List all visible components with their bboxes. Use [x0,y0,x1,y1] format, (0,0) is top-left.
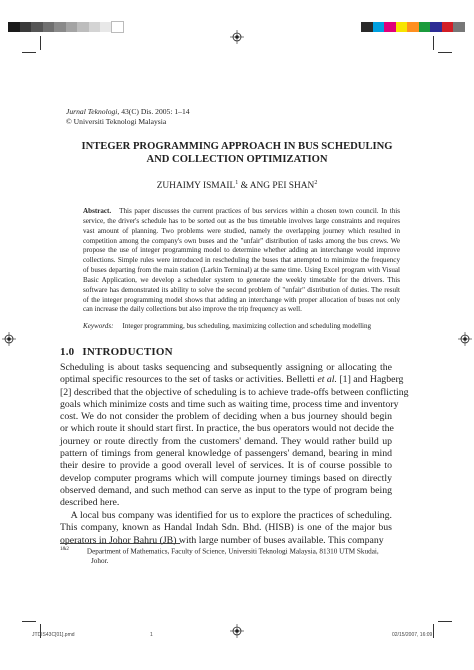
paragraph-line: This company, known as Handal Indah Sdn. Bhd. (HISB) is one of the major bus [60,522,392,534]
article-title [40,140,434,166]
color-swatch [384,22,396,32]
color-swatch [419,22,431,32]
color-swatch [8,22,20,32]
author-2: ANG PEI SHAN [249,181,315,192]
author-separator: & [238,181,250,192]
journal-citation [66,107,190,117]
section-title: INTRODUCTION [82,346,173,358]
journal-issue: , 43(C) Dis. 2005: 1–14 [117,107,190,116]
paragraph-line: cost. We do not consider the problem of deciding when a bus journey should begin [60,411,392,423]
crop-mark-bottom-left [22,621,36,622]
et-al-italic: et al. [317,374,337,386]
abstract-text: This paper discusses the current practices of bus services within a chosen town council. In this service, the driver's schedule has to be sorted out as the bus timetable involves large constraints and requires vast amount of planning. Two problems were studied, namely the overlapping journey which resulted in competition among the company's own buses and the "unfair" distribution of tasks among the bus crews. We propose the use of integer programming model to determine whether adding an interchange would improve collections. Simple rules were introduced in rescheduling the buses that attempted to minimize the frequency of buses departing from the main station (Larkin Terminal) at the same time. Using Excel program with Visual Basic Application, we develop a scheduler system to generate the weekly timetable for the drivers. This software has demonstrated its ability to solve the second problem of "unfair" distribution of duties. The result of the integer programming model shows that adding an interchange with proper allocation of buses not only can increase the daily collections but also improve the trip frequency as well. [83,207,400,314]
journal-name: Jurnal Teknologi [66,107,118,116]
registration-mark-right-icon [458,332,472,346]
footnote-line-1: Department of Mathematics, Faculty of Science, Universiti Teknologi Malaysia, 81310 UTM Skudai, [86,547,379,556]
color-swatch [20,22,32,32]
color-swatch [361,22,373,32]
registration-mark-top-icon [230,30,244,44]
title-line-2: AND COLLECTION OPTIMIZATION [146,154,328,165]
crop-mark-top-right-v [433,36,434,50]
paragraph-line: observed demand, and such method can serve as input to the type of program being [60,484,392,496]
keywords-text: Integer programming, bus scheduling, maximizing collection and scheduling modelling [122,322,372,330]
author-line [40,180,434,191]
paragraph-line: or which route it should start first. In practice, the bus operators would not decide the [60,423,394,435]
paragraph-line: pattern of timings from general knowledge of passengers' demand, bearing in mind [60,448,392,460]
author-1-affiliation: 1 [235,180,239,186]
paragraph-line: Scheduling is about tasks sequencing and subsequently assigning or allocating the [60,362,392,373]
abstract [83,207,400,315]
copyright-line: © Universiti Teknologi Malaysia [66,117,167,126]
footnote-line-2: Johor. [91,557,109,566]
registration-mark-left-icon [2,332,16,346]
color-swatch [430,22,442,32]
keywords [83,322,423,330]
color-swatch [77,22,89,32]
crop-mark-top-left [22,52,36,53]
crop-mark-top-right [438,52,452,53]
crop-mark-top-left-v [40,36,41,50]
slug-filename: JTDIS43C[01].pmd [32,632,75,638]
color-swatch [442,22,454,32]
author-1: ZUHAIMY ISMAIL [156,181,236,192]
color-swatch [396,22,408,32]
paragraph-line: [2] described that the objective of scheduling is to achieve trade-offs between conflicting [60,386,409,398]
color-swatch [373,22,385,32]
keywords-label: Keywords: [83,322,114,330]
color-swatch [43,22,55,32]
crop-mark-bottom-right-v [433,624,434,638]
journal-header [66,107,190,127]
abstract-label: Abstract. [83,207,112,215]
footnote [60,545,400,566]
intro-paragraph-2 [60,510,392,547]
slug-page-number: 1 [150,632,153,638]
paragraph-line: operators in Johor Bahru (JB) with large number of buses available. This company [60,534,384,546]
section-heading [60,346,173,358]
color-swatch [100,22,112,32]
section-number: 1.0 [60,346,75,358]
registration-mark-bottom-icon [230,624,244,638]
color-swatch [453,22,465,32]
color-swatch [407,22,419,32]
footnote-marker: 1&2 [60,547,69,552]
color-swatch [89,22,101,32]
intro-paragraph-1 [60,362,409,510]
color-swatch [66,22,78,32]
title-line-1: INTEGER PROGRAMMING APPROACH IN BUS SCHEDULING [81,141,393,152]
paragraph-line: their desire to provide a good overall level of services. It is of course possible to [60,460,392,472]
color-swatch [54,22,66,32]
crop-mark-bottom-right [438,621,452,622]
color-swatch [31,22,43,32]
slug-datetime: 02/15/2007, 16:09 [392,632,433,638]
paragraph-line: A local bus company was identified for us to explore the practices of scheduling. [60,510,392,521]
author-2-affiliation: 2 [314,180,318,186]
paragraph-line: optimal specific resources to the set of tasks or activities. Belletti et al. [1] and Hagberg [60,374,404,386]
paragraph-line: goals which minimize costs and time such as waiting time, process time and inventory [60,398,399,410]
color-swatch [112,22,124,32]
footnote-rule [60,543,180,544]
paragraph-line: described here. [60,497,120,509]
paragraph-line: journey or route directly from the customers' demand. They would rather build up [60,435,392,447]
paragraph-line: develop computer programs which will compute journey timings based on directly [60,472,392,484]
